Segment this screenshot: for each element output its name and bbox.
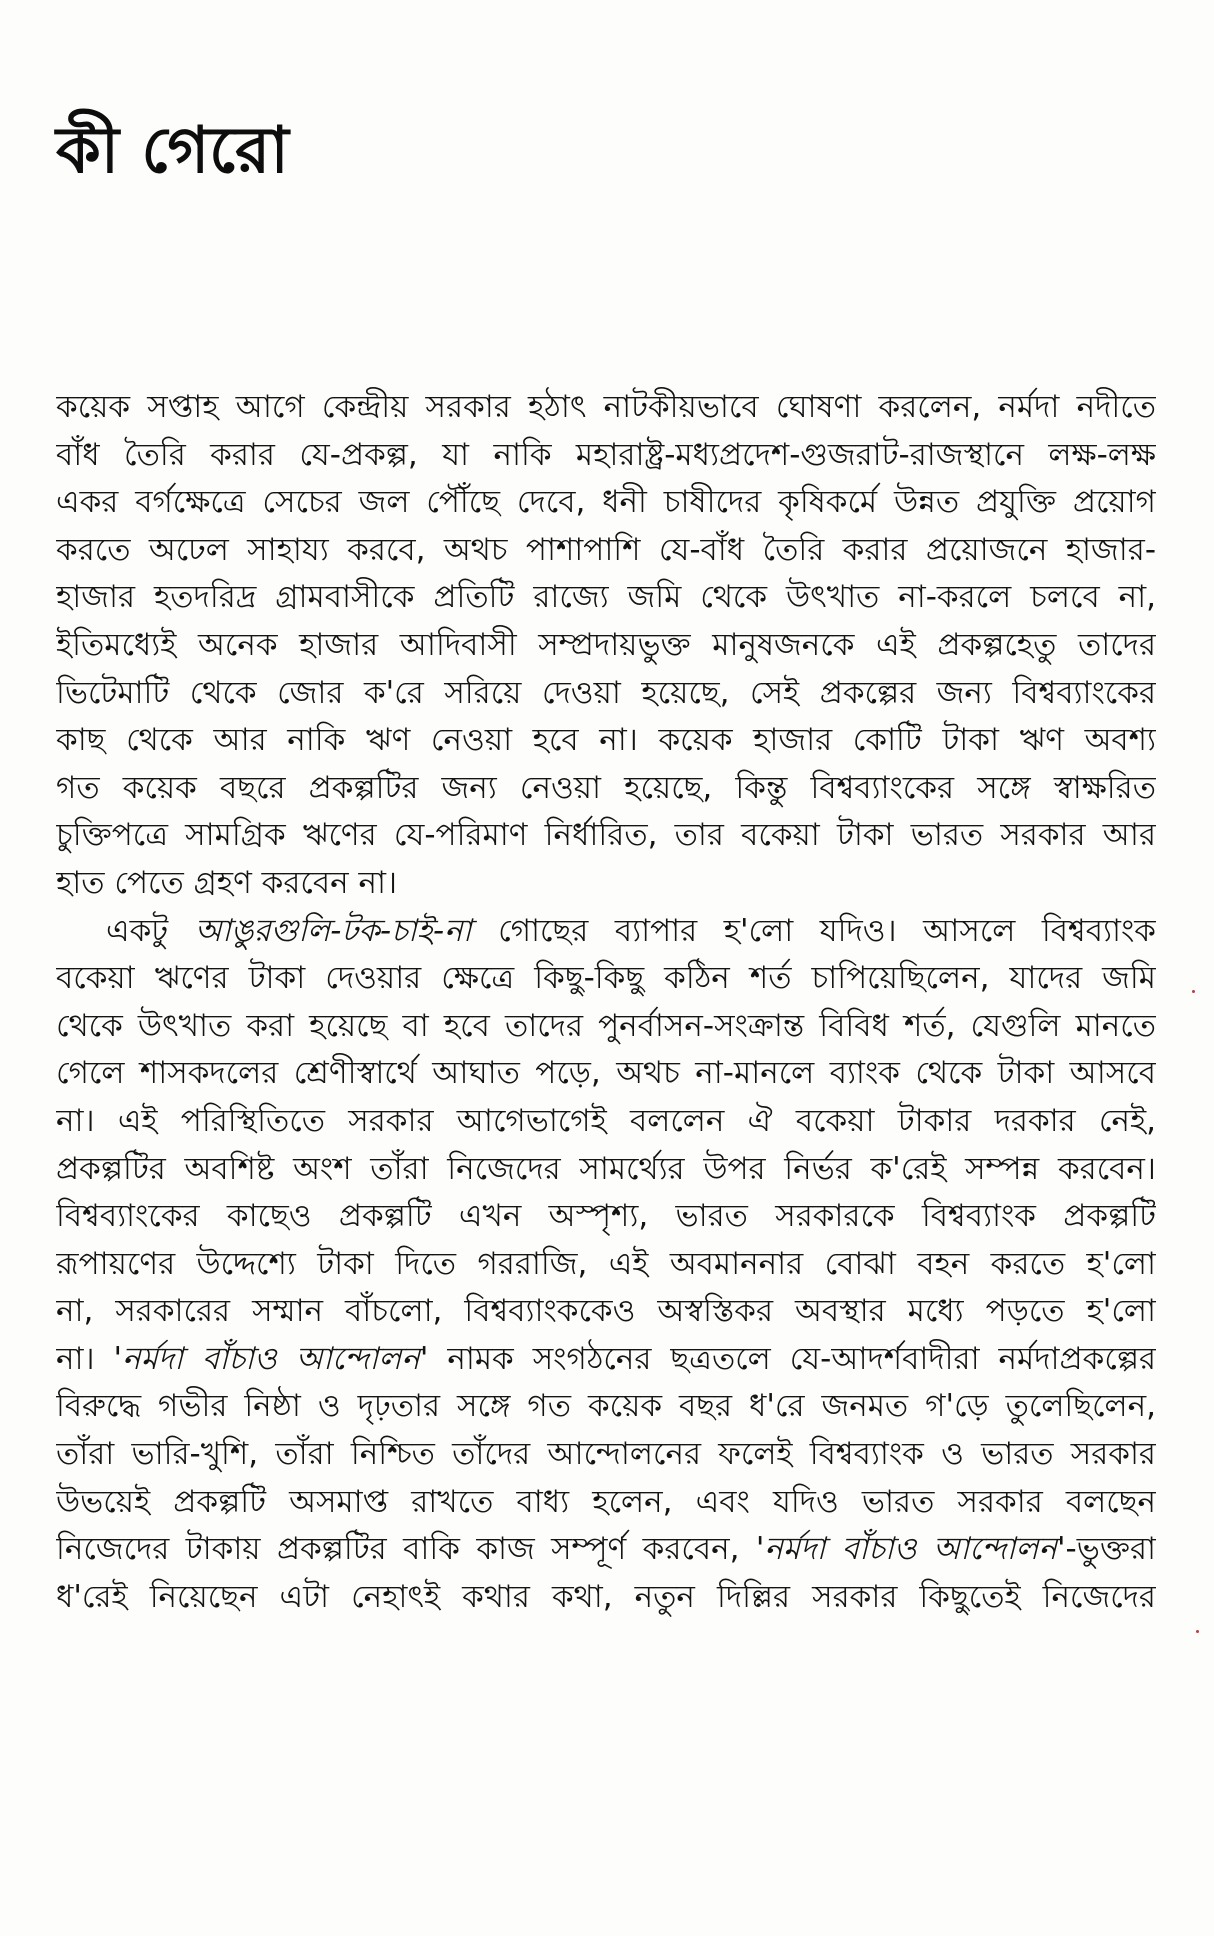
text-line: বাঁধ তৈরি করার যে-প্রকল্প, যা নাকি মহারাষ্ট্র-মধ্যপ্রদেশ-গুজরাট-রাজস্থানে লক্ষ-লক্ষ [56, 436, 1156, 473]
text-line: নিজেদের টাকায় প্রকল্পটির বাকি কাজ সম্পূর্ণ করবেন, 'নর্মদা বাঁচাও আন্দোলন'-ভুক্তরা [56, 1531, 1156, 1568]
text-line: বকেয়া ঋণের টাকা দেওয়ার ক্ষেত্রে কিছু-কিছু কঠিন শর্ত চাপিয়েছিলেন, যাদের জমি [56, 960, 1156, 997]
text-line: ধ'রেই নিয়েছেন এটা নেহাৎই কথার কথা, নতুন দিল্লির সরকার কিছুতেই নিজেদের [56, 1578, 1156, 1615]
text-line: বিরুদ্ধে গভীর নিষ্ঠা ও দৃঢ়তার সঙ্গে গত কয়েক বছর ধ'রে জনমত গ'ড়ে তুলেছিলেন, [56, 1388, 1156, 1425]
scan-speck [1192, 990, 1195, 993]
body-text [56, 384, 1156, 1621]
text-line: গত কয়েক বছরে প্রকল্পটির জন্য নেওয়া হয়েছে, কিন্তু বিশ্বব্যাংকের সঙ্গে স্বাক্ষরিত [56, 769, 1156, 806]
text-line: কয়েক সপ্তাহ আগে কেন্দ্রীয় সরকার হঠাৎ নাটকীয়ভাবে ঘোষণা করলেন, নর্মদা নদীতে [56, 389, 1156, 425]
text-line: হাত পেতে গ্রহণ করবেন না। [56, 864, 398, 901]
text-line: করতে অঢেল সাহায্য করবে, অথচ পাশাপাশি যে-বাঁধ তৈরি করার প্রয়োজনে হাজার- [56, 531, 1156, 568]
text-line: রূপায়ণের উদ্দেশ্যে টাকা দিতে গররাজি, এই অবমাননার বোঝা বহন করতে হ'লো [56, 1245, 1156, 1282]
text-line: না। এই পরিস্থিতিতে সরকার আগেভাগেই বললেন ঐ বকেয়া টাকার দরকার নেই, [56, 1102, 1156, 1139]
italic-phrase: আঙুরগুলি-টক-চাই-না [194, 912, 472, 949]
text-line: চুক্তিপত্রে সামগ্রিক ঋণের যে-পরিমাণ নির্ধারিত, তার বকেয়া টাকা ভারত সরকার আর [56, 817, 1156, 854]
text-line: প্রকল্পটির অবশিষ্ট অংশ তাঁরা নিজেদের সামর্থ্যের উপর নির্ভর ক'রেই সম্পন্ন করবেন। [56, 1150, 1156, 1187]
text-line: একর বর্গক্ষেত্রে সেচের জল পৌঁছে দেবে, ধনী চাষীদের কৃষিকর্মে উন্নত প্রযুক্তি প্রয়োগ [56, 484, 1156, 521]
text-line: না। 'নর্মদা বাঁচাও আন্দোলন' নামক সংগঠনের ছত্রতলে যে-আদর্শবাদীরা নর্মদাপ্রকল্পের [56, 1340, 1156, 1377]
text-line: উভয়েই প্রকল্পটি অসমাপ্ত রাখতে বাধ্য হলেন, এবং যদিও ভারত সরকার বলছেন [56, 1483, 1156, 1520]
text-line: হাজার হতদরিদ্র গ্রামবাসীকে প্রতিটি রাজ্যে জমি থেকে উৎখাত না-করলে চলবে না, [56, 579, 1156, 616]
text-line: ভিটেমাটি থেকে জোর ক'রে সরিয়ে দেওয়া হয়েছে, সেই প্রকল্পের জন্য বিশ্বব্যাংকের [56, 674, 1156, 711]
text-line: একটু আঙুরগুলি-টক-চাই-না গোছের ব্যাপার হ'লো যদিও। আসলে বিশ্বব্যাংক [106, 912, 1156, 949]
scan-speck [1196, 1630, 1199, 1633]
italic-phrase: নর্মদা বাঁচাও আন্দোলন [122, 1340, 420, 1377]
text-line: তাঁরা ভারি-খুশি, তাঁরা নিশ্চিত তাঁদের আন্দোলনের ফলেই বিশ্বব্যাংক ও ভারত সরকার [56, 1436, 1156, 1473]
text-line: থেকে উৎখাত করা হয়েছে বা হবে তাদের পুনর্বাসন-সংক্রান্ত বিবিধ শর্ত, যেগুলি মানতে [56, 1007, 1156, 1044]
italic-phrase: নর্মদা বাঁচাও আন্দোলন [764, 1531, 1058, 1568]
text-line: ইতিমধ্যেই অনেক হাজার আদিবাসী সম্প্রদায়ভুক্ত মানুষজনকে এই প্রকল্পহেতু তাদের [56, 626, 1156, 663]
text-line: গেলে শাসকদলের শ্রেণীস্বার্থে আঘাত পড়ে, অথচ না-মানলে ব্যাংক থেকে টাকা আসবে [56, 1055, 1156, 1092]
text-line: বিশ্বব্যাংকের কাছেও প্রকল্পটি এখন অস্পৃশ্য, ভারত সরকারকে বিশ্বব্যাংক প্রকল্পটি [56, 1198, 1156, 1235]
text-line: কাছ থেকে আর নাকি ঋণ নেওয়া হবে না। কয়েক হাজার কোটি টাকা ঋণ অবশ্য [56, 722, 1156, 759]
page-title: কী গেরো [56, 113, 289, 188]
text-line: না, সরকারের সম্মান বাঁচলো, বিশ্বব্যাংককেও অস্বস্তিকর অবস্থার মধ্যে পড়তে হ'লো [56, 1293, 1156, 1330]
